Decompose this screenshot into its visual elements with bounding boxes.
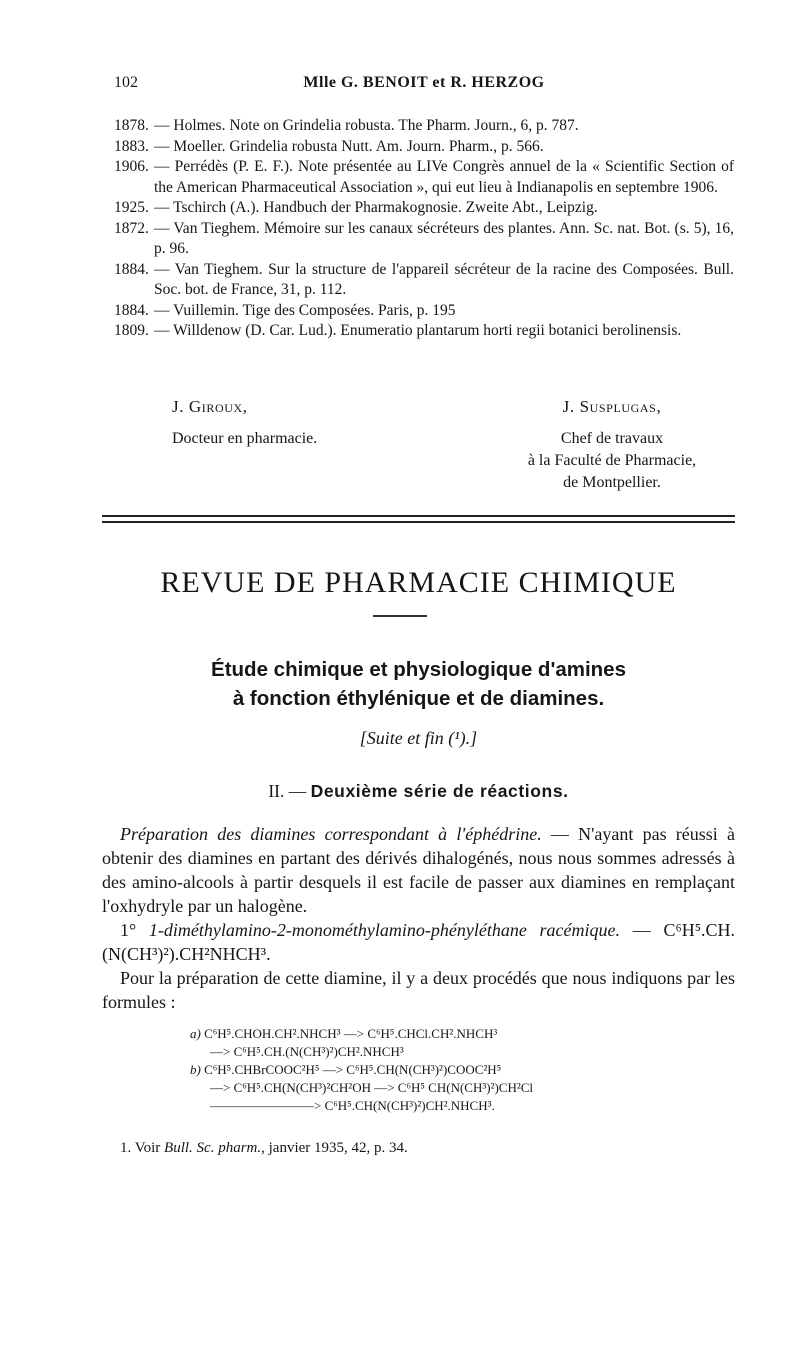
reference-text: — Moeller. Grindelia robusta Nutt. Am. Journ. Pharm., p. 566.	[154, 137, 544, 155]
compound-name: 1-diméthylamino-2-monométhylamino-phényléthane racémique.	[148, 920, 621, 940]
formula-line: —> C⁶H⁵.CH.(N(CH³)²)CH².NHCH³	[210, 1044, 404, 1059]
article-title-line: à fonction éthylénique et de diamines.	[232, 687, 605, 710]
signatory-city: de Montpellier.	[563, 474, 661, 491]
formula-line	[190, 1025, 710, 1043]
paragraph	[102, 918, 735, 966]
reference-year: 1872.	[114, 219, 149, 237]
section-title: REVUE DE PHARMACIE CHIMIQUE	[160, 566, 677, 599]
reference-year: 1878.	[114, 117, 149, 134]
short-rule-divider	[373, 615, 427, 617]
reference-text: — Vuillemin. Tige des Composées. Paris, p. 195	[154, 301, 456, 319]
formula-line: —> C⁶H⁵.CH(N(CH³)²CH²OH —> C⁶H⁵ CH(N(CH³)²)CH²Cl	[210, 1080, 534, 1095]
reference-text: — Van Tieghem. Mémoire sur les canaux sécréteurs des plantes. Ann. Sc. nat. Bot. (s. 5), 16, p. 96.	[154, 219, 734, 257]
formula-text: C⁶H⁵.CHOH.CH².NHCH³ —> C⁶H⁵.CHCl.CH².NHCH³	[204, 1026, 498, 1041]
reaction-formulas	[190, 1025, 710, 1115]
reference-item	[114, 321, 734, 342]
running-head	[114, 74, 734, 98]
compound-formula: — C⁶H⁵.CH.(N(CH³)²).CH²NHCH³.	[102, 920, 736, 964]
reference-text: — Perrédès (P. E. F.). Note présentée au LIVe Congrès annuel de la « Scientific Section of the American Pharmaceutical Association », qui eut lieu à Indianapolis en septembre 1906.	[154, 158, 734, 196]
bibliography	[114, 116, 734, 342]
double-rule-divider	[102, 515, 735, 523]
formula-label: b)	[190, 1062, 201, 1077]
signatory-affiliation: à la Faculté de Pharmacie,	[527, 452, 697, 469]
footnote-text: , janvier 1935, 42, p. 34.	[261, 1140, 408, 1156]
reference-year: 1906.	[114, 158, 149, 175]
series-heading	[102, 781, 735, 802]
reference-text: — Tschirch (A.). Handbuch der Pharmakognosie. Zweite Abt., Leipzig.	[154, 199, 598, 216]
reference-text: — Holmes. Note on Grindelia robusta. The Pharm. Journ., 6, p. 787.	[154, 117, 579, 134]
article-title	[102, 655, 735, 713]
article-subtitle: [Suite et fin (¹).]	[359, 728, 478, 748]
signature-giroux	[172, 396, 392, 450]
signatory-name: J. Susplugas,	[562, 397, 662, 416]
reference-year: 1883.	[114, 137, 149, 155]
signatory-title: Chef de travaux	[560, 430, 664, 447]
reference-year: 1809.	[114, 322, 149, 339]
series-number: II. —	[268, 781, 307, 801]
paragraph	[102, 966, 735, 1014]
article-title-line: Étude chimique et physiologique d'amines	[211, 658, 626, 681]
reference-year: 1884.	[114, 301, 149, 319]
reference-item	[114, 260, 734, 301]
paragraph-text: Pour la préparation de cette diamine, il y a deux procédés que nous indiquons par les formules :	[102, 968, 735, 1012]
formula-text: C⁶H⁵.CHBrCOOC²H⁵ —> C⁶H⁵.CH(N(CH³)²)COOC²H⁵	[204, 1062, 502, 1077]
footnote-journal: Bull. Sc. pharm.	[164, 1140, 262, 1156]
paragraph	[102, 822, 735, 918]
footnote	[120, 1140, 720, 1157]
reference-item	[114, 219, 734, 260]
reference-year: 1925.	[114, 199, 149, 216]
reference-item	[114, 301, 734, 322]
formula-line	[190, 1061, 710, 1079]
paragraph-heading: Préparation des diamines correspondant à l'éphédrine.	[120, 824, 542, 844]
running-head-authors: Mlle G. BENOIT et R. HERZOG	[303, 74, 545, 91]
reference-item	[114, 137, 734, 158]
paragraph-text: — N'ayant pas réussi à obtenir des diamines en partant des dérivés dihalogénés, nous nous sommes adressés à des amino-alcools à partir desquels il est facile de passer aux diamines en remplaçant l'oxhydryle par un halogène.	[102, 824, 735, 916]
reference-item	[114, 198, 734, 219]
signatory-title: Docteur en pharmacie.	[172, 430, 318, 447]
reference-item	[114, 157, 734, 198]
signature-susplugas	[492, 396, 732, 494]
footnote-number: 1.	[120, 1140, 132, 1156]
signatory-name: J. Giroux,	[172, 397, 248, 416]
reference-item	[114, 116, 734, 137]
reference-text: — Van Tieghem. Sur la structure de l'appareil sécréteur de la racine des Composées. Bull. Soc. bot. de France, 31, p. 112.	[154, 260, 734, 298]
item-number: 1°	[120, 920, 137, 940]
reference-text: — Willdenow (D. Car. Lud.). Enumeratio plantarum horti regii botanici berolinensis.	[154, 322, 682, 339]
page-number: 102	[114, 74, 138, 91]
article-body	[102, 822, 735, 1014]
series-title: Deuxième série de réactions.	[310, 781, 569, 801]
reference-year: 1884.	[114, 260, 149, 278]
footnote-text: Voir	[134, 1140, 165, 1156]
formula-label: a)	[190, 1026, 201, 1041]
formula-line: ————————> C⁶H⁵.CH(N(CH³)²)CH².NHCH³.	[210, 1098, 495, 1113]
